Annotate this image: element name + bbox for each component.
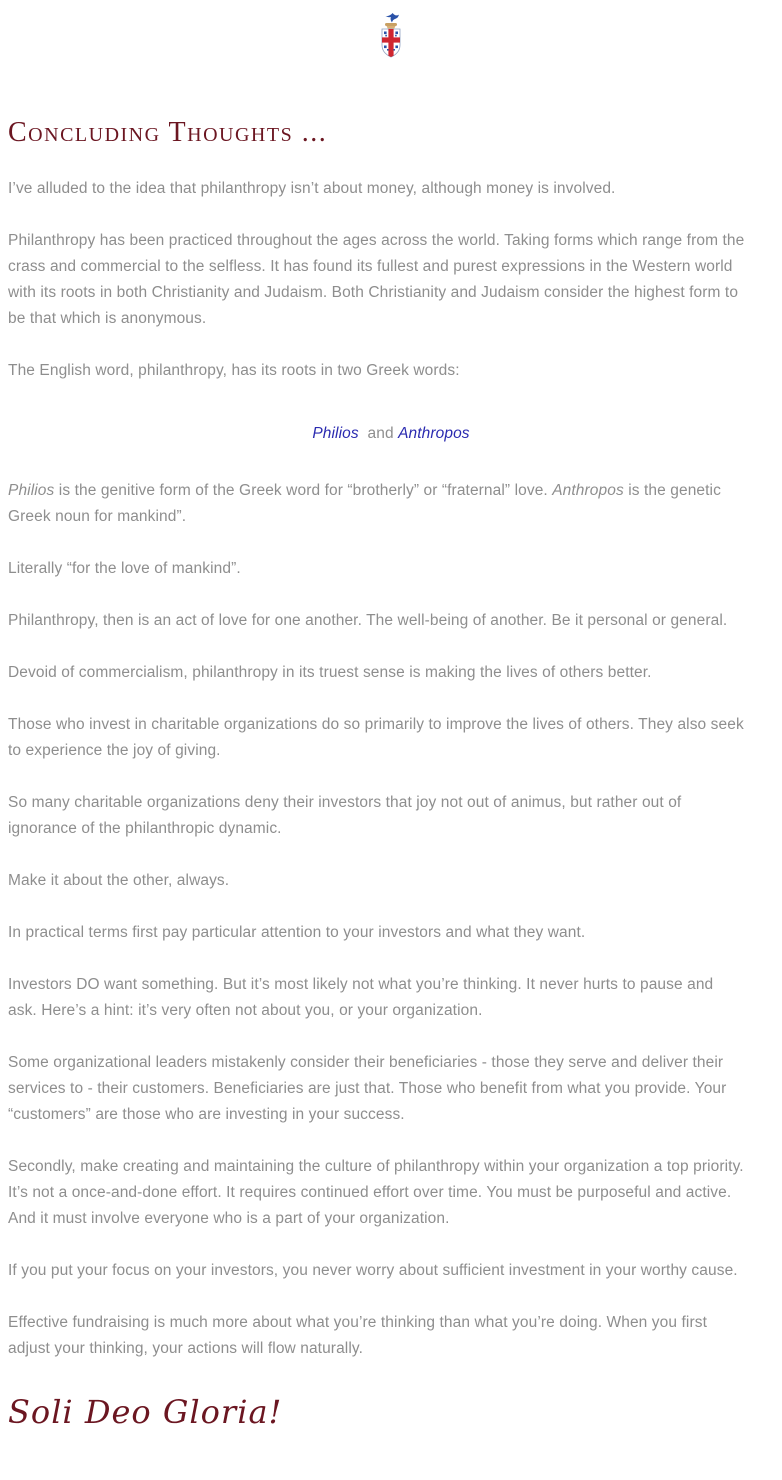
paragraph [8,920,745,946]
text-segment: Literally “for the love of mankind”. [8,560,241,577]
text-segment: Devoid of commercialism, philanthropy in its truest sense is making the lives of others better. [8,664,652,681]
paragraph [8,176,745,202]
text-segment: is the genitive form of the Greek word for “brotherly” or “fraternal” love. [54,482,553,499]
page-title: Concluding Thoughts ... [8,117,328,148]
bird-shape [386,13,399,23]
text-segment: Philanthropy has been practiced throughout the ages across the world. Taking forms which range from the crass and commercial to the selfless. It has found its fullest and purest expressions in the Western world with its roots in both Christianity and Judaism. Both Christianity and Judaism consider the highest form to be that which is anonymous. [8,232,745,327]
text-segment: Effective fundraising is much more about what you’re thinking than what you’re doing. When you first adjust your thinking, your actions will flow naturally. [8,1314,707,1357]
text-segment: and [358,425,399,442]
paragraph [8,868,745,894]
text-segment: The English word, philanthropy, has its roots in two Greek words: [8,362,460,379]
greek-words-line [8,421,774,447]
text-segment: Some organizational leaders mistakenly consider their beneficiaries - those they serve and deliver their services to - their customers. Beneficiaries are just that. Those who benefit from what you provide. Your “customers” are those who are investing in your success. [8,1054,727,1123]
text-segment: Make it about the other, always. [8,872,230,889]
paragraph [8,1050,745,1128]
paragraph [8,712,745,764]
article-body [8,176,774,1362]
text-segment: is the genetic Greek noun for mankind”. [8,482,721,525]
paragraph [8,228,745,332]
text-segment: Secondly, make creating and maintaining the culture of philanthropy within your organization a top priority. It’s not a once-and-done effort. It requires continued effort over time. You must be purposeful and active. And it must involve everyone who is a part of your organization. [8,1158,744,1227]
heraldic-crest-icon [378,12,404,58]
paragraph [8,358,745,384]
text-segment: Anthropos [552,482,624,499]
text-segment: Investors DO want something. But it’s most likely not what you’re thinking. It never hurts to pause and ask. Here’s a hint: it’s very often not about you, or your organization. [8,976,714,1019]
text-segment: So many charitable organizations deny their investors that joy not out of animus, but rather out of ignorance of the philanthropic dynamic. [8,794,682,837]
paragraph [8,660,745,686]
site-logo [8,10,774,58]
paragraph [8,1154,745,1232]
paragraph [8,556,745,582]
paragraph [8,790,745,842]
text-segment: I’ve alluded to the idea that philanthropy isn’t about money, although money is involved. [8,180,616,197]
paragraph [8,608,745,634]
text-segment: Philanthropy, then is an act of love for one another. The well-being of another. Be it personal or general. [8,612,728,629]
crown-shape [385,23,397,26]
text-segment: Philios [312,425,359,442]
text-segment: In practical terms first pay particular attention to your investors and what they want. [8,924,586,941]
text-segment: Philios [8,482,55,499]
paragraph [8,1258,745,1284]
text-segment: Anthropos [398,425,470,442]
paragraph [8,972,745,1024]
text-segment: Those who invest in charitable organizations do so primarily to improve the lives of others. They also seek to experience the joy of giving. [8,716,744,759]
paragraph [8,1310,745,1362]
text-segment: If you put your focus on your investors, you never worry about sufficient investment in your worthy cause. [8,1262,738,1279]
paragraph [8,478,745,530]
signature: Soli Deo Gloria! [8,1393,283,1431]
